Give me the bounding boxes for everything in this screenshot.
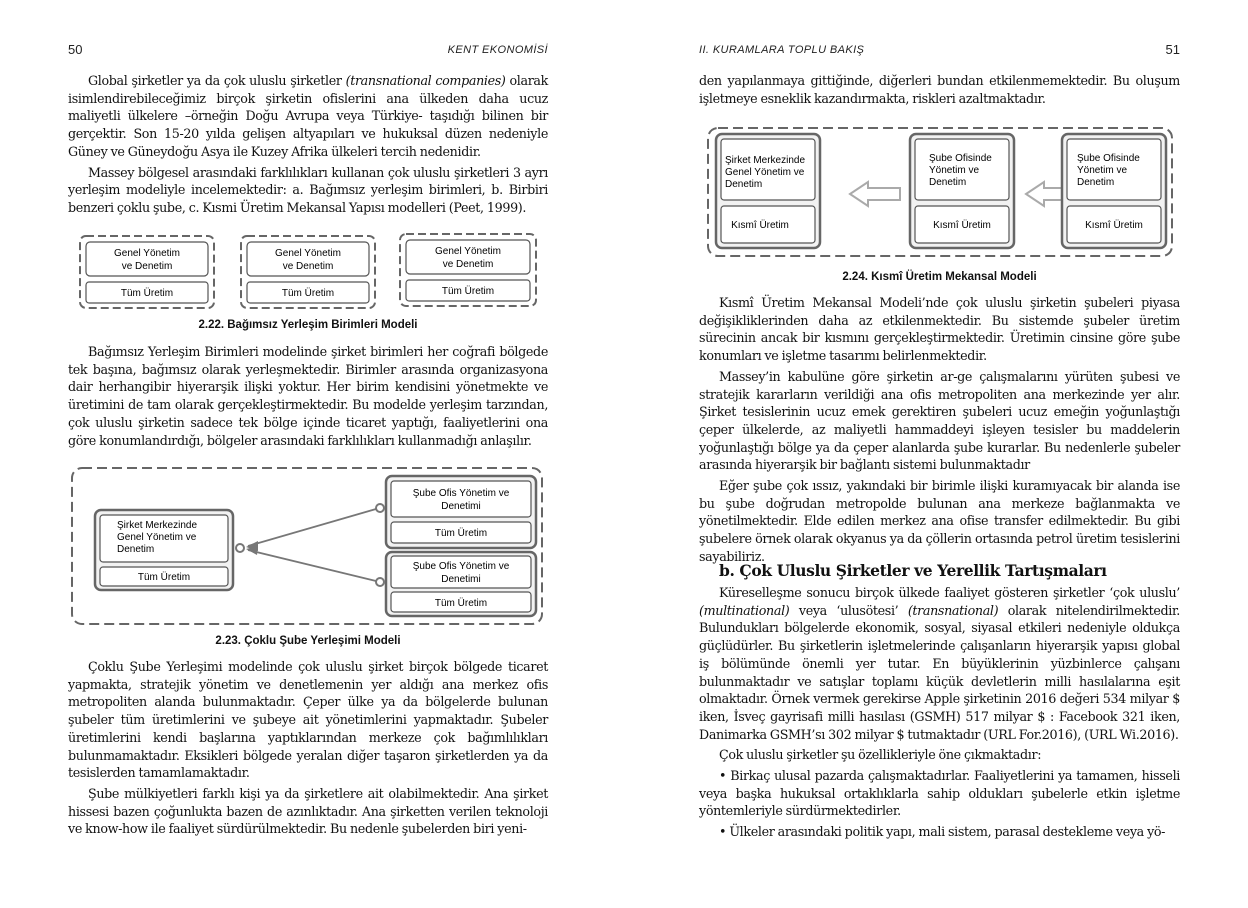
fig23-branch2-top-2: Denetimi: [441, 574, 481, 585]
fig23-hq-bottom: Tüm Üretim: [137, 572, 191, 583]
paragraph: Bağımsız Yerleşim Birimleri modelinde şirket birimleri her coğrafi bölgede tek başına, bağımsız olarak yerleşmektedir. Birimler arasında organizasyona dair herhangibir hiyerarşik ilişki yoktur. Her birim kendisini yönetmekte ve üretimini de tam olarak gerçekleştirmektedir. Bu modelde yerleşim tarzından, çok uluslu şirketin sadece tek bölge içinde ticaret yaptığı, faaliyetlerini ona göre konumlandırdığı, bölgeler arasındaki farklılıkları kullanmadığı anlaşılır.: [68, 344, 548, 448]
fig24-box3-top-2: Yönetim ve: [1077, 165, 1128, 176]
fig22-box2-top-2: ve Denetim: [282, 261, 334, 272]
fig24-box2-top-1: Şube Ofisinde: [929, 153, 992, 164]
fig23-hq-top-3: Denetim: [117, 544, 155, 555]
fig22-box1-top-2: ve Denetim: [121, 261, 173, 272]
fig24-box1-bottom: Kısmî Üretim: [731, 220, 789, 231]
fig23-branch1-bottom: Tüm Üretim: [434, 528, 488, 539]
fig24-box3-top-3: Denetim: [1077, 177, 1115, 188]
body-text-mid: [68, 343, 548, 452]
fig23-branch2-bottom: Tüm Üretim: [434, 598, 488, 609]
running-head: II. KURAMLARA TOPLU BAKIŞ: [699, 44, 865, 56]
page-number: 50: [68, 42, 83, 57]
paragraph: Kısmî Üretim Mekansal Modeli’nde çok uluslu şirketin şubeleri piyasa değişikliklerinden daha az etkilenmektedir. Bu sistemde şubeler üretim sürecinin ancak bir kısmını gerçekleştirmektedir. Üretimin cinsine göre şube konumları ve işletme tasarımı belirlenmektedir.: [699, 295, 1180, 364]
figure-2-23: [68, 462, 548, 630]
fig22-unit: [241, 236, 375, 308]
bullet-item: • Ülkeler arasındaki politik yapı, mali sistem, parasal destekleme veya yö-: [719, 824, 1166, 840]
fig23-hq-top-2: Genel Yönetim ve: [117, 532, 197, 543]
fig23-branch2-top-1: Şube Ofis Yönetim ve: [412, 561, 510, 572]
fig22-box3-top-2: ve Denetim: [442, 259, 494, 270]
fig23-branch1-top-2: Denetimi: [441, 501, 481, 512]
page-number: 51: [1165, 42, 1180, 57]
fig22-box1-bottom: Tüm Üretim: [120, 288, 174, 299]
paragraph: Massey bölgesel arasındaki farklılıkları kullanan çok uluslu şirketleri 3 ayrı yerleşim modeliyle incelemektedir: a. Bağımsız yerleşim birimleri, b. Birbiri benzeri çoklu şube, c. Kısmi Üretim Mekansal Yapısı modelleri (Peet, 1999).: [68, 164, 548, 215]
fig24-box3-bottom: Kısmî Üretim: [1085, 220, 1143, 231]
fig22-box2-bottom: Tüm Üretim: [281, 288, 335, 299]
body-text-bottom: [68, 658, 548, 841]
body-text-mid: [699, 294, 1180, 569]
body-text-top: [699, 72, 1180, 110]
fig24-box2-bottom: Kısmî Üretim: [933, 220, 991, 231]
fig23-hq-top-1: Şirket Merkezinde: [117, 520, 198, 531]
section-heading: b. Çok Uluslu Şirketler ve Yerellik Tartışmaları: [719, 561, 1107, 580]
figure-2-22: [76, 232, 542, 314]
fig24-box1-top-2: Genel Yönetim ve: [725, 167, 805, 178]
fig24-box1-top-1: Şirket Merkezinde: [725, 155, 806, 166]
paragraph: Çoklu Şube Yerleşimi modelinde çok uluslu şirket birçok bölgede ticaret yapmakta, stratejik yönetim ve denetlemenin yer aldığı ana merkez ofis metropoliten alanda bulunmaktadır. Çeper ülke ya da bölgelerde bulunan şubeler tüm üretimlerini ve şubeye ait yönetimlerini yapmaktadır. Şubeler üretimlerini kendi başlarına yaptıklarından merkeze çok bağımlılıkları bulunmamaktadır. Eksikleri bölgede yeralan diğer taşaron şirketlerden ya da tesislerden tamamlamaktadır.: [68, 659, 548, 781]
body-text-top: [68, 72, 548, 220]
bullet-item: • Birkaç ulusal pazarda çalışmaktadırlar. Faaliyetlerini ya tamamen, hisseli veya başka hukuksal ortaklıklarla sahip oldukları şubelerle etkin işletme yöntemleriyle sürdürmektedirler.: [699, 768, 1180, 819]
figure-2-24: [704, 124, 1178, 262]
running-head: KENT EKONOMİSİ: [447, 44, 548, 56]
fig24-box1-top-3: Denetim: [725, 179, 763, 190]
paragraph: Massey’in kabulüne göre şirketin ar-ge çalışmalarını yürüten şubesi ve stratejik kararların verildiği ana ofis metropoliten ana merkezinde yer alır. Şirket tesislerinin ucuz emek gerektiren şubeleri ucuz emeğin yoğunlaştığı çeper ülkelerde, az maliyetli hammaddeyi işleyen tesisler bu maddelerin yoğunlaştığı bölge ya da çeper alanlarda şube kurarlar. Bu nedenlerle şubeler arasında hiyerarşik bir bağlantı sistemi bulunmaktadır: [699, 368, 1180, 473]
paragraph: Şube mülkiyetleri farklı kişi ya da şirketlere ait olabilmektedir. Ana şirket hissesi bazen çoğunlukta bazen de azınlıktadır. Ana şirketten verilen teknoloji ve know-how ile faaliyet sürdürülmektedir. Bu nedenle şubelerden biri yeni-: [68, 785, 548, 837]
paragraph: Küreselleşme sonucu birçok ülkede faaliyet gösteren şirketler ‘çok uluslu’ (multinational) veya ‘ulusötesi’ (transnational) olarak nitelendirilmektedir. Bulundukları bölgelerde ekonomik, sosyal, siyasal etkileri nedeniyle oldukça güçlüdürler. Bu şirketlerin işletmelerinde çalışanların hiyerarşik yapısı global iş bölümünde önemli yer tutar. En büyüklerinin yüzbinlerce çalışanı bulunmaktadır ve satışlar toplamı küçük devletlerin milli hasılalarına eşit olmaktadır. Örnek vermek gerekirse Apple şirketinin 2016 değeri 534 milyar $ iken, İsveç gayrisafi milli hasılası (GSMH) 517 milyar $ : Facebook 321 iken, Danimarka GSMH’sı 302 milyar $ tutmaktadır (URL For.2016), (URL Wi.2016).: [699, 585, 1180, 742]
fig22-unit: [80, 236, 214, 308]
figure-caption: 2.24. Kısmî Üretim Mekansal Modeli: [842, 271, 1037, 283]
figure-caption: 2.22. Bağımsız Yerleşim Birimleri Modeli: [198, 319, 418, 331]
fig22-box1-top-1: Genel Yönetim: [114, 248, 180, 259]
fig24-box2-top-3: Denetim: [929, 177, 967, 188]
fig24-box3-top-1: Şube Ofisinde: [1077, 153, 1140, 164]
right-page: [624, 0, 1248, 908]
fig22-unit: [400, 234, 536, 306]
fig23-branch1-top-1: Şube Ofis Yönetim ve: [412, 488, 510, 499]
fig22-box3-bottom: Tüm Üretim: [441, 286, 495, 297]
fig22-box3-top-1: Genel Yönetim: [435, 246, 501, 257]
paragraph: Çok uluslu şirketler şu özellikleriyle öne çıkmaktadır:: [719, 747, 1042, 763]
fig22-box2-top-1: Genel Yönetim: [275, 248, 341, 259]
figure-caption: 2.23. Çoklu Şube Yerleşimi Modeli: [215, 635, 401, 647]
body-text-bottom: [699, 584, 1180, 844]
fig24-box2-top-2: Yönetim ve: [929, 165, 980, 176]
paragraph: den yapılanmaya gittiğinde, diğerleri bundan etkilenmemektedir. Bu oluşum işletmeye esneklik kazandırmakta, riskleri azaltmaktadır.: [699, 73, 1180, 106]
paragraph: Eğer şube çok ıssız, yakındaki bir birimle ilişki kuramıyacak bir alanda ise bu şube doğrudan metropolde bulunan ana merkeze bağlanmakta ve yönetilmektedir. Elde edilen merkez ana ofise transfer edilmektedir. Bu gibi şubelere örnek olarak okyanus ya da çöllerin ortasında petrol üretim tesislerini sayabiliriz.: [699, 478, 1180, 564]
paragraph: Global şirketler ya da çok uluslu şirketler (transnational companies) olarak isimlendirebileceğimiz birçok şirketin ofislerini ana ülkeden daha ucuz maliyetli ülkelere –örneğin Doğu Avrupa veya Türkiye- taşıdığı bilinen bir gerçektir. Son 15-20 yılda gelişen altyapıları ve hukuksal düzen nedeniyle Güney ve Güneydoğu Asya ile Kuzey Afrika ülkeleri tercih nedenidir.: [68, 73, 548, 159]
